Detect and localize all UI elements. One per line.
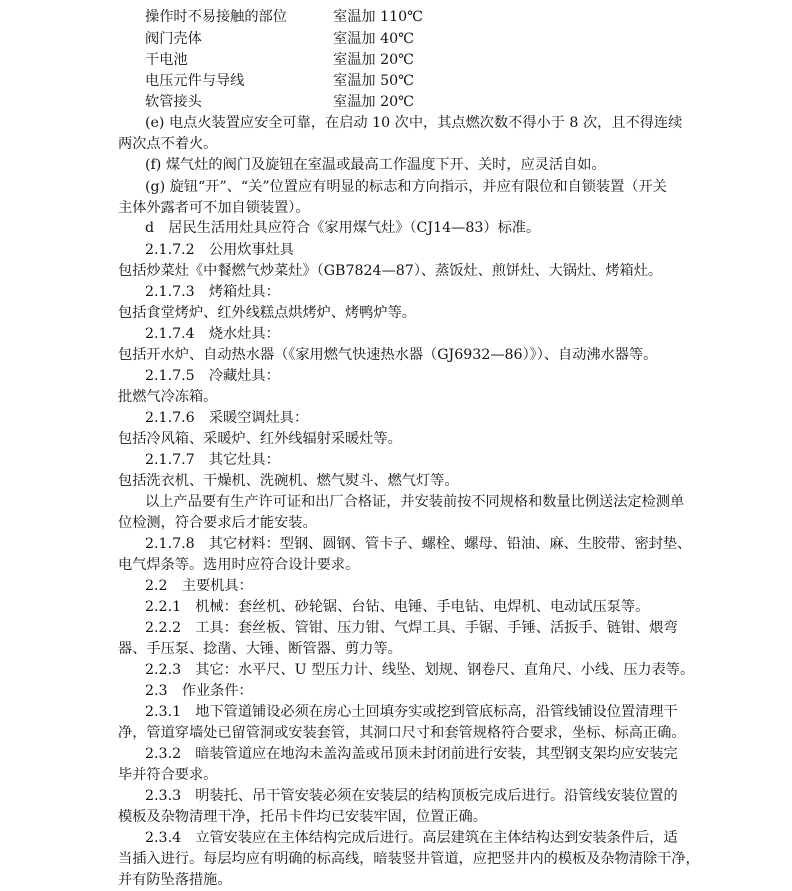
body-text-line: (f) 煤气灶的阀门及旋钮在室温或最高工作温度下开、关时，应灵活自如。 — [145, 157, 606, 173]
temperature-limit: 室温加 20℃ — [333, 94, 414, 110]
component-name: 阀门壳体 — [145, 31, 202, 47]
body-text-line: 模板及杂物清理干净，托吊卡件均已安装牢固，位置正确。 — [118, 809, 487, 825]
body-text-line: 毕并符合要求。 — [118, 767, 218, 783]
body-text-line: 电气焊条等。选用时应符合设计要求。 — [118, 557, 360, 573]
body-text-line: 包括冷风箱、采暖炉、红外线辐射采暖灶等。 — [118, 431, 402, 447]
section-heading: 2.3.3 明装托、吊干管安装必须在安装层的结构顶板完成后进行。沿管线安装位置的 — [145, 788, 678, 804]
component-name: 干电池 — [145, 52, 188, 68]
section-heading: 2.1.7.6 采暖空调灶具： — [145, 410, 309, 426]
section-heading: 2.2.3 其它：水平尺、U 型压力计、线坠、划规、钢卷尺、直角尺、小线、压力表等。 — [145, 662, 695, 678]
temperature-row — [0, 7, 792, 28]
body-text-line: 批燃气冷冻箱。 — [118, 389, 218, 405]
section-heading: 2.1.7.7 其它灶具： — [145, 452, 280, 468]
body-text-line: 并有防坠落措施。 — [118, 872, 232, 888]
body-text-line: 包括食堂烤炉、红外线糕点烘烤炉、烤鸭炉等。 — [118, 305, 416, 321]
body-text-line: 两次点不着火。 — [118, 136, 218, 152]
component-name: 软管接头 — [145, 94, 202, 110]
temperature-row — [0, 29, 792, 50]
temperature-row — [0, 50, 792, 71]
body-text-line: (e) 电点火装置应安全可靠，在启动 10 次中，其点燃次数不得小于 8 次，且不得连续 — [145, 115, 683, 131]
body-text-line: 包括洗衣机、干燥机、洗碗机、燃气熨斗、燃气灯等。 — [118, 473, 459, 489]
body-text-line: d 居民生活用灶具应符合《家用煤气灶》（CJ14—83）标准。 — [145, 220, 541, 236]
section-heading: 2.3 作业条件： — [145, 683, 253, 699]
body-text-line: 以上产品要有生产许可证和出厂合格证，并安装前按不同规格和数量比例送法定检测单 — [145, 494, 685, 510]
temperature-limit: 室温加 20℃ — [333, 52, 414, 68]
body-text-line: 净，管道穿墙处已留管洞或安装套管，其洞口尺寸和套管规格符合要求，坐标、标高正确。 — [118, 725, 686, 741]
temperature-limit: 室温加 50℃ — [333, 73, 414, 89]
body-text-line: 位检测，符合要求后才能安装。 — [118, 515, 317, 531]
section-heading: 2.3.2 暗装管道应在地沟未盖沟盖或吊顶未封闭前进行安装，其型钢支架均应安装完 — [145, 746, 678, 762]
temperature-row — [0, 71, 792, 92]
body-text-line: 包括开水炉、自动热水器（《家用燃气快速热水器（GJ6932—86）》）、自动沸水器等。 — [118, 347, 658, 363]
section-heading: 2.1.7.5 冷藏灶具： — [145, 368, 280, 384]
section-heading: 2.3.4 立管安装应在主体结构完成后进行。高层建筑在主体结构达到安装条件后，适 — [145, 830, 678, 846]
section-heading: 2.1.7.2 公用炊事灶具 — [145, 242, 294, 258]
section-heading: 2.1.7.4 烧水灶具： — [145, 326, 280, 342]
body-text-line: 器、手压泵、捻凿、大锤、断管器、剪力等。 — [118, 641, 402, 657]
temperature-limit: 室温加 40℃ — [333, 31, 414, 47]
section-heading: 2.3.1 地下管道铺设必须在房心土回填夯实或挖到管底标高，沿管线铺设位置清理干 — [145, 704, 678, 720]
temperature-limit: 室温加 110℃ — [333, 9, 424, 25]
section-heading: 2.2 主要机具： — [145, 578, 253, 594]
section-heading: 2.2.1 机械：套丝机、砂轮锯、台钻、电锤、手电钻、电焊机、电动试压泵等。 — [145, 599, 650, 615]
section-heading: 2.2.2 工具：套丝板、管钳、压力钳、气焊工具、手锯、手锤、活扳手、链钳、煨弯 — [145, 620, 678, 636]
component-name: 电压元件与导线 — [145, 73, 245, 89]
body-text-line: 主体外露者可不加自锁装置）。 — [118, 200, 310, 216]
body-text-line: 包括炒菜灶《中餐燃气炒菜灶》（GB7824—87）、蒸饭灶、煎饼灶、大锅灶、烤箱灶。 — [118, 263, 663, 279]
component-name: 操作时不易接触的部位 — [145, 9, 287, 25]
body-text-line: 当插入进行。每层均应有明确的标高线，暗装竖井管道，应把竖井内的模板及杂物清除干净， — [118, 851, 700, 867]
section-heading: 2.1.7.8 其它材料：型钢、圆钢、管卡子、螺栓、螺母、铅油、麻、生胶带、密封垫、 — [145, 536, 692, 552]
section-heading: 2.1.7.3 烤箱灶具： — [145, 284, 280, 300]
temperature-row — [0, 92, 792, 113]
body-text-line: (g) 旋钮“开”、“关”位置应有明显的标志和方向指示，并应有限位和自锁装置（开关 — [145, 179, 667, 195]
